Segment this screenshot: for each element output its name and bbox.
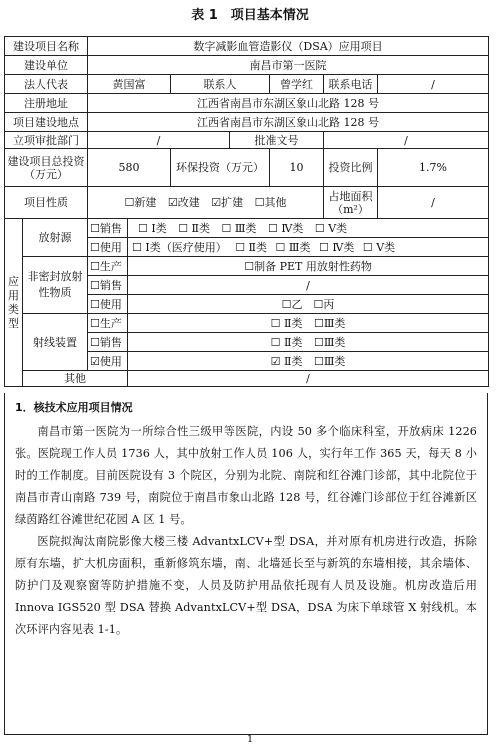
section-paragraph-1: 南昌市第一医院为一所综合性三级甲等医院，内设 50 多个临床科室，开放病床 1226 张。医院现工作人员 1736 人，其中放射工作人员 106 人，实行年工作 365 天，每天 8 小时的工作制度。目前医院设有 3 个院区，分别为北院、南院和红谷滩门诊部，其中北院位于南昌市青山南路 739 号，南院位于南昌市象山北路 128 号，红谷滩门诊部位于红谷滩新区绿茵路红谷滩世纪花园 A 区 1 号。 [15,425,477,526]
value-reg-address: 江西省南昌市东湖区象山北路 128 号 [88,94,489,113]
radioactive-use[interactable]: ☐使用 [88,238,128,257]
label-env-investment: 环保投资（万元） [171,149,270,187]
row-project-name [5,37,489,56]
value-legal: 黄国富 [88,75,171,94]
row-other [5,371,489,387]
unsealed-produce[interactable]: ☐生产 [88,257,128,276]
row-unit [5,56,489,75]
option-class-5[interactable]: ☐ Ⅴ类 [314,221,348,235]
option-class-2-checked[interactable]: ☑ Ⅱ类 [270,354,303,368]
value-invest-ratio: 1.7% [378,149,489,187]
radioactive-use-options [128,238,489,257]
checkbox-icon[interactable]: ☐ [90,297,100,311]
unsealed-sale[interactable]: ☐销售 [88,276,128,295]
nature-option-other[interactable]: ☐其他 [254,196,287,209]
nature-options [88,187,324,219]
ray-sale-options [128,333,489,352]
checkbox-icon[interactable]: ☐ [90,259,100,273]
checkbox-icon[interactable]: ☐ [90,221,100,235]
page-number: 1 [246,734,254,745]
checkbox-checked-icon[interactable]: ☑ [90,354,100,368]
nature-option-rebuild[interactable]: ☑改建 [167,196,200,209]
row-unsealed-produce [5,257,489,276]
checkbox-icon[interactable]: ☐ [90,240,100,254]
checkbox-icon[interactable]: ☐ [90,316,100,330]
row-investment [5,149,489,187]
row-nature [5,187,489,219]
label-application-type: 应用类型 [5,219,23,387]
unsealed-produce-option[interactable]: ☐制备 PET 用放射性药物 [128,257,489,276]
option-class-1-medical[interactable]: ☐ Ⅰ类（医疗使用） [132,240,227,254]
checkbox-icon[interactable]: ☐ [90,335,100,349]
checkbox-checked-icon[interactable]: ☑ [167,196,178,209]
value-other: / [128,371,489,387]
unsealed-use-options[interactable]: ☐乙 ☐丙 [128,295,489,314]
checkbox-icon[interactable]: ☐ [254,196,265,209]
value-project-name: 数字减影血管造影仪（DSA）应用项目 [88,37,489,56]
option-class-2[interactable]: ☐ Ⅱ类 [178,221,211,235]
label-contact: 联系人 [171,75,270,94]
value-site: 江西省南昌市东湖区象山北路 128 号 [88,113,489,132]
value-unit: 南昌市第一医院 [88,56,489,75]
label-invest-ratio: 投资比例 [324,149,378,187]
label-doc: 批准文号 [230,132,324,149]
label-unit: 建设单位 [5,56,88,75]
ray-produce[interactable]: ☐生产 [88,314,128,333]
row-radioactive-sale [5,219,489,238]
option-class-5[interactable]: ☐ Ⅴ类 [362,240,396,254]
label-reg-address: 注册地址 [5,94,88,113]
row-approval [5,132,489,149]
option-class-2[interactable]: ☐ Ⅱ类 [270,316,303,330]
checkbox-checked-icon[interactable]: ☑ [211,196,222,209]
project-info-table [4,36,489,387]
unsealed-use[interactable]: ☐使用 [88,295,128,314]
value-investment: 580 [88,149,171,187]
option-class-1[interactable]: ☐ Ⅰ类 [138,221,167,235]
label-legal: 法人代表 [5,75,88,94]
nuclear-tech-section [4,393,488,735]
option-class-4[interactable]: ☐ Ⅳ类 [268,221,304,235]
row-ray-produce [5,314,489,333]
option-class-2[interactable]: ☐ Ⅱ类 [270,335,303,349]
value-approval: / [88,132,230,149]
row-legal [5,75,489,94]
ray-produce-options [128,314,489,333]
label-project-name: 建设项目名称 [5,37,88,56]
value-env-investment: 10 [270,149,324,187]
value-phone: / [378,75,489,94]
option-class-3[interactable]: ☐Ⅲ类 [313,335,346,349]
label-phone: 联系电话 [324,75,378,94]
option-class-3[interactable]: ☐ Ⅲ类 [275,240,311,254]
label-site: 项目建设地点 [5,113,88,132]
value-doc: / [324,132,489,149]
option-class-3[interactable]: ☐Ⅲ类 [313,316,346,330]
label-ray: 射线装置 [23,314,88,371]
unsealed-sale-value: / [128,276,489,295]
label-area: 占地面积（m²） [324,187,378,219]
option-class-3[interactable]: ☐ Ⅲ类 [221,221,257,235]
table-title: 表 1 项目基本情况 [191,8,309,23]
value-contact: 曾学红 [270,75,324,94]
radioactive-sale-options [128,219,489,238]
ray-use-options [128,352,489,371]
ray-sale[interactable]: ☐销售 [88,333,128,352]
checkbox-icon[interactable]: ☐ [90,278,100,292]
option-class-2[interactable]: ☐ Ⅱ类 [235,240,268,254]
row-site [5,113,489,132]
option-class-4[interactable]: ☐ Ⅳ类 [319,240,355,254]
label-approval: 立项审批部门 [5,132,88,149]
section-paragraph-2: 医院拟淘汰南院影像大楼三楼 AdvantxLCV+型 DSA，并对原有机房进行改造，拆除原有东墙，扩大机房面积，重新修筑东墙，南、北墙延长至与新筑的东墙相接，其余墙体、防护门及观察窗等防护措施不变，人员及防护用品依托现有人员及设施。机房改造后用 Innova IGS520 型 DSA 替换 AdvantxLCV+型 DSA，DSA 为床下单球管 X 射线机。本次环评内容见表 1-1。 [15,535,477,636]
option-class-3[interactable]: ☐Ⅲ类 [313,354,346,368]
ray-use[interactable]: ☑使用 [88,352,128,371]
value-area: / [378,187,489,219]
label-radioactive: 放射源 [23,219,88,257]
checkbox-icon[interactable]: ☐ [124,196,135,209]
section-title: 1．核技术应用项目情况 [15,401,133,414]
label-other: 其他 [23,371,128,387]
label-unsealed: 非密封放射性物质 [23,257,88,314]
radioactive-sale[interactable]: ☐销售 [88,219,128,238]
label-nature: 项目性质 [5,187,88,219]
label-investment: 建设项目总投资（万元） [5,149,88,187]
row-reg-address [5,94,489,113]
nature-option-expand[interactable]: ☑扩建 [211,196,244,209]
nature-option-new[interactable]: ☐新建 [124,196,157,209]
